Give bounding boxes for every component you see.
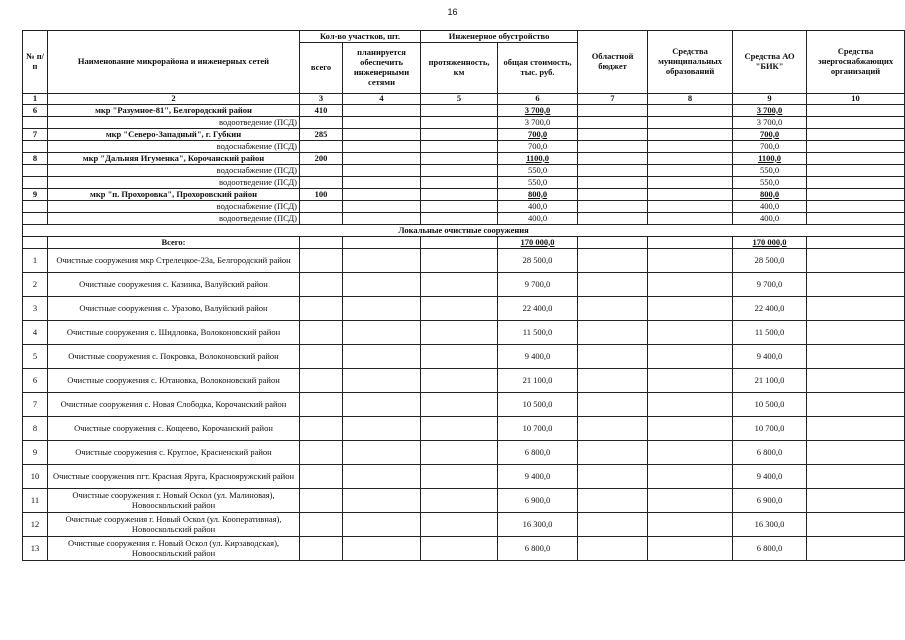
row-name: водоотведение (ПСД) — [48, 213, 300, 225]
row-energy — [807, 201, 905, 213]
header-bik: Средства АО "БИК" — [733, 31, 807, 94]
facility-name: Очистные сооружения мкр Стрелецкое-23а, Белгородский район — [48, 249, 300, 273]
facility-regional — [578, 393, 648, 417]
facility-cost: 9 400,0 — [498, 345, 578, 369]
facility-municipal — [648, 369, 733, 393]
section-title: Локальные очистные сооружения — [23, 225, 905, 237]
facility-no: 2 — [23, 273, 48, 297]
row-no — [23, 165, 48, 177]
facility-energy — [807, 489, 905, 513]
facility-sites-total — [300, 249, 343, 273]
facility-no: 12 — [23, 513, 48, 537]
facility-length — [421, 393, 498, 417]
row-sites-total: 285 — [300, 129, 343, 141]
network-row — [23, 165, 905, 177]
total-no — [23, 237, 48, 249]
facility-name: Очистные сооружения пгт. Красная Яруга, Краснояружский район — [48, 465, 300, 489]
row-sites-planned — [343, 117, 421, 129]
facility-regional — [578, 273, 648, 297]
row-regional — [578, 153, 648, 165]
row-bik: 3 700,0 — [733, 117, 807, 129]
row-regional — [578, 213, 648, 225]
facility-bik: 28 500,0 — [733, 249, 807, 273]
facility-no: 8 — [23, 417, 48, 441]
facility-sites-planned — [343, 417, 421, 441]
facility-row — [23, 393, 905, 417]
facility-row — [23, 417, 905, 441]
row-name: мкр "Разумное-81", Белгородский район — [48, 105, 300, 117]
facility-length — [421, 489, 498, 513]
facility-municipal — [648, 537, 733, 561]
facility-name: Очистные сооружения г. Новый Оскол (ул. Кирзаводская), Новооскольский район — [48, 537, 300, 561]
facility-regional — [578, 297, 648, 321]
row-energy — [807, 177, 905, 189]
facility-row — [23, 489, 905, 513]
facility-regional — [578, 321, 648, 345]
total-cost: 170 000,0 — [498, 237, 578, 249]
row-sites-planned — [343, 105, 421, 117]
row-sites-total: 200 — [300, 153, 343, 165]
facility-sites-planned — [343, 393, 421, 417]
district-row — [23, 153, 905, 165]
facility-no: 5 — [23, 345, 48, 369]
facility-length — [421, 369, 498, 393]
facility-name: Очистные сооружения г. Новый Оскол (ул. Малиновая), Новооскольский район — [48, 489, 300, 513]
facility-cost: 21 100,0 — [498, 369, 578, 393]
facility-name: Очистные сооружения г. Новый Оскол (ул. Кооперативная), Новооскольский район — [48, 513, 300, 537]
row-name: мкр "п. Прохоровка", Прохоровский район — [48, 189, 300, 201]
total-regional — [578, 237, 648, 249]
facility-bik: 16 300,0 — [733, 513, 807, 537]
facility-regional — [578, 537, 648, 561]
facility-cost: 10 500,0 — [498, 393, 578, 417]
facility-row — [23, 297, 905, 321]
row-no: 9 — [23, 189, 48, 201]
facility-municipal — [648, 489, 733, 513]
row-no: 8 — [23, 153, 48, 165]
facility-cost: 11 500,0 — [498, 321, 578, 345]
facility-municipal — [648, 465, 733, 489]
row-regional — [578, 129, 648, 141]
facility-energy — [807, 393, 905, 417]
facility-energy — [807, 369, 905, 393]
row-no — [23, 177, 48, 189]
facility-sites-total — [300, 513, 343, 537]
facility-sites-total — [300, 537, 343, 561]
facility-regional — [578, 465, 648, 489]
col-number: 2 — [48, 94, 300, 105]
facility-length — [421, 537, 498, 561]
facility-no: 4 — [23, 321, 48, 345]
facility-sites-planned — [343, 465, 421, 489]
facility-sites-total — [300, 369, 343, 393]
col-number: 1 — [23, 94, 48, 105]
row-length — [421, 105, 498, 117]
row-bik: 1100,0 — [733, 153, 807, 165]
facility-no: 3 — [23, 297, 48, 321]
facility-energy — [807, 417, 905, 441]
facility-row — [23, 465, 905, 489]
facility-length — [421, 321, 498, 345]
page-number: 16 — [447, 7, 458, 17]
facility-regional — [578, 249, 648, 273]
facility-energy — [807, 345, 905, 369]
row-regional — [578, 177, 648, 189]
total-energy — [807, 237, 905, 249]
network-row — [23, 141, 905, 153]
facility-name: Очистные сооружения с. Шидловка, Волоконовский район — [48, 321, 300, 345]
row-bik: 3 700,0 — [733, 105, 807, 117]
row-regional — [578, 105, 648, 117]
header-sites-group: Кол-во участков, шт. — [300, 31, 421, 43]
facility-energy — [807, 513, 905, 537]
facility-sites-planned — [343, 537, 421, 561]
facility-energy — [807, 321, 905, 345]
facility-cost: 28 500,0 — [498, 249, 578, 273]
header-sites-total: всего — [300, 43, 343, 94]
facility-no: 10 — [23, 465, 48, 489]
facility-regional — [578, 441, 648, 465]
row-municipal — [648, 189, 733, 201]
row-bik: 700,0 — [733, 129, 807, 141]
header-infra-group: Инженерное обустройство — [421, 31, 578, 43]
row-energy — [807, 189, 905, 201]
facility-row — [23, 513, 905, 537]
facility-bik: 6 800,0 — [733, 441, 807, 465]
row-no: 6 — [23, 105, 48, 117]
row-energy — [807, 117, 905, 129]
row-regional — [578, 141, 648, 153]
row-energy — [807, 165, 905, 177]
facility-sites-total — [300, 297, 343, 321]
header-no: № п/п — [23, 31, 48, 94]
header-name: Наименование микрорайона и инженерных сетей — [48, 31, 300, 94]
facility-bik: 11 500,0 — [733, 321, 807, 345]
row-length — [421, 177, 498, 189]
facility-bik: 6 800,0 — [733, 537, 807, 561]
facility-regional — [578, 489, 648, 513]
facility-name: Очистные сооружения с. Круглое, Красненский район — [48, 441, 300, 465]
facility-sites-planned — [343, 513, 421, 537]
row-bik: 550,0 — [733, 165, 807, 177]
total-length — [421, 237, 498, 249]
facility-cost: 6 800,0 — [498, 441, 578, 465]
row-no — [23, 141, 48, 153]
row-bik: 700,0 — [733, 141, 807, 153]
row-cost: 550,0 — [498, 165, 578, 177]
row-cost: 550,0 — [498, 177, 578, 189]
facility-no: 7 — [23, 393, 48, 417]
col-number: 6 — [498, 94, 578, 105]
facility-municipal — [648, 441, 733, 465]
facility-sites-total — [300, 345, 343, 369]
total-municipal — [648, 237, 733, 249]
row-municipal — [648, 129, 733, 141]
row-sites-total — [300, 201, 343, 213]
facility-sites-total — [300, 489, 343, 513]
facility-length — [421, 465, 498, 489]
row-name: мкр "Дальняя Игуменка", Корочанский район — [48, 153, 300, 165]
row-name: водоотведение (ПСД) — [48, 177, 300, 189]
facility-sites-planned — [343, 249, 421, 273]
row-no — [23, 213, 48, 225]
header-municipal: Средства муниципальных образований — [648, 31, 733, 94]
facility-municipal — [648, 393, 733, 417]
row-municipal — [648, 177, 733, 189]
district-row — [23, 189, 905, 201]
facility-regional — [578, 417, 648, 441]
facility-municipal — [648, 417, 733, 441]
row-length — [421, 141, 498, 153]
row-municipal — [648, 213, 733, 225]
facility-bik: 10 500,0 — [733, 393, 807, 417]
row-length — [421, 213, 498, 225]
header-energy: Средства энергоснабжающих организаций — [807, 31, 905, 94]
facility-energy — [807, 249, 905, 273]
facility-bik: 21 100,0 — [733, 369, 807, 393]
row-sites-planned — [343, 177, 421, 189]
facility-cost: 6 900,0 — [498, 489, 578, 513]
facility-length — [421, 249, 498, 273]
facility-length — [421, 441, 498, 465]
facility-bik: 9 700,0 — [733, 273, 807, 297]
column-number-row — [23, 94, 905, 105]
row-sites-planned — [343, 129, 421, 141]
facility-row — [23, 369, 905, 393]
row-name: водоснабжение (ПСД) — [48, 165, 300, 177]
row-bik: 800,0 — [733, 189, 807, 201]
facility-row — [23, 321, 905, 345]
facility-sites-total — [300, 321, 343, 345]
facility-no: 6 — [23, 369, 48, 393]
facility-cost: 22 400,0 — [498, 297, 578, 321]
facility-municipal — [648, 321, 733, 345]
facility-municipal — [648, 297, 733, 321]
row-length — [421, 165, 498, 177]
row-sites-planned — [343, 165, 421, 177]
facility-name: Очистные сооружения с. Уразово, Валуйский район — [48, 297, 300, 321]
header-length: протяженность, км — [421, 43, 498, 94]
facility-sites-total — [300, 393, 343, 417]
facility-bik: 10 700,0 — [733, 417, 807, 441]
row-bik: 550,0 — [733, 177, 807, 189]
row-cost: 700,0 — [498, 141, 578, 153]
facility-sites-planned — [343, 489, 421, 513]
row-sites-total — [300, 177, 343, 189]
row-length — [421, 117, 498, 129]
facility-municipal — [648, 513, 733, 537]
facility-municipal — [648, 249, 733, 273]
facility-length — [421, 273, 498, 297]
header-cost: общая стоимость, тыс. руб. — [498, 43, 578, 94]
facility-row — [23, 249, 905, 273]
row-municipal — [648, 117, 733, 129]
investment-table — [22, 30, 905, 561]
facility-length — [421, 513, 498, 537]
row-regional — [578, 165, 648, 177]
row-sites-total — [300, 165, 343, 177]
header-sites-planned: планируется обеспечить инженерными сетями — [343, 43, 421, 94]
facility-sites-planned — [343, 441, 421, 465]
row-bik: 400,0 — [733, 201, 807, 213]
facility-cost: 9 700,0 — [498, 273, 578, 297]
row-cost: 400,0 — [498, 213, 578, 225]
row-no: 7 — [23, 129, 48, 141]
row-sites-planned — [343, 213, 421, 225]
facility-row — [23, 345, 905, 369]
row-name: водоотведение (ПСД) — [48, 117, 300, 129]
row-length — [421, 189, 498, 201]
row-no — [23, 201, 48, 213]
row-energy — [807, 153, 905, 165]
row-length — [421, 129, 498, 141]
facility-sites-planned — [343, 321, 421, 345]
facility-sites-total — [300, 273, 343, 297]
row-energy — [807, 105, 905, 117]
col-number: 8 — [648, 94, 733, 105]
row-sites-total — [300, 141, 343, 153]
row-name: мкр "Северо-Западный", г. Губкин — [48, 129, 300, 141]
row-municipal — [648, 165, 733, 177]
facility-regional — [578, 513, 648, 537]
facility-energy — [807, 441, 905, 465]
facility-name: Очистные сооружения с. Новая Слободка, Корочанский район — [48, 393, 300, 417]
row-municipal — [648, 153, 733, 165]
network-row — [23, 177, 905, 189]
facility-row — [23, 441, 905, 465]
facility-name: Очистные сооружения с. Кощеево, Корочанский район — [48, 417, 300, 441]
row-sites-planned — [343, 189, 421, 201]
row-sites-planned — [343, 201, 421, 213]
col-number: 5 — [421, 94, 498, 105]
facility-no: 11 — [23, 489, 48, 513]
facility-name: Очистные сооружения с. Казинка, Валуйский район — [48, 273, 300, 297]
facility-no: 13 — [23, 537, 48, 561]
facility-length — [421, 297, 498, 321]
facility-municipal — [648, 345, 733, 369]
row-municipal — [648, 105, 733, 117]
facility-sites-planned — [343, 345, 421, 369]
row-cost: 1100,0 — [498, 153, 578, 165]
row-sites-total — [300, 213, 343, 225]
facility-cost: 16 300,0 — [498, 513, 578, 537]
row-regional — [578, 189, 648, 201]
facility-name: Очистные сооружения с. Покровка, Волоконовский район — [48, 345, 300, 369]
facility-cost: 10 700,0 — [498, 417, 578, 441]
district-row — [23, 105, 905, 117]
facility-row — [23, 273, 905, 297]
facility-sites-total — [300, 465, 343, 489]
total-label: Всего: — [48, 237, 300, 249]
facility-sites-total — [300, 441, 343, 465]
row-sites-planned — [343, 153, 421, 165]
facility-sites-total — [300, 417, 343, 441]
row-no — [23, 117, 48, 129]
total-sites-planned — [343, 237, 421, 249]
facility-sites-planned — [343, 369, 421, 393]
row-cost: 3 700,0 — [498, 117, 578, 129]
col-number: 7 — [578, 94, 648, 105]
total-sites-total — [300, 237, 343, 249]
network-row — [23, 213, 905, 225]
facility-cost: 6 800,0 — [498, 537, 578, 561]
row-energy — [807, 213, 905, 225]
row-energy — [807, 141, 905, 153]
row-municipal — [648, 201, 733, 213]
facility-cost: 9 400,0 — [498, 465, 578, 489]
facility-energy — [807, 297, 905, 321]
row-sites-total: 100 — [300, 189, 343, 201]
facility-bik: 22 400,0 — [733, 297, 807, 321]
facility-length — [421, 417, 498, 441]
facility-regional — [578, 345, 648, 369]
district-row — [23, 129, 905, 141]
row-energy — [807, 129, 905, 141]
header-regional: Областной бюджет — [578, 31, 648, 94]
facility-sites-planned — [343, 297, 421, 321]
facility-row — [23, 537, 905, 561]
col-number: 3 — [300, 94, 343, 105]
facility-bik: 9 400,0 — [733, 345, 807, 369]
section-row — [23, 225, 905, 237]
row-name: водоснабжение (ПСД) — [48, 201, 300, 213]
row-sites-total — [300, 117, 343, 129]
row-cost: 700,0 — [498, 129, 578, 141]
row-cost: 400,0 — [498, 201, 578, 213]
facility-sites-planned — [343, 273, 421, 297]
row-cost: 800,0 — [498, 189, 578, 201]
facility-name: Очистные сооружения с. Ютановка, Волоконовский район — [48, 369, 300, 393]
facility-regional — [578, 369, 648, 393]
total-bik: 170 000,0 — [733, 237, 807, 249]
facility-energy — [807, 537, 905, 561]
row-name: водоснабжение (ПСД) — [48, 141, 300, 153]
network-row — [23, 117, 905, 129]
facility-bik: 9 400,0 — [733, 465, 807, 489]
total-row — [23, 237, 905, 249]
facility-no: 9 — [23, 441, 48, 465]
col-number: 4 — [343, 94, 421, 105]
facility-municipal — [648, 273, 733, 297]
row-length — [421, 201, 498, 213]
row-municipal — [648, 141, 733, 153]
table-body — [23, 94, 905, 561]
row-regional — [578, 117, 648, 129]
facility-length — [421, 345, 498, 369]
row-cost: 3 700,0 — [498, 105, 578, 117]
row-length — [421, 153, 498, 165]
facility-energy — [807, 465, 905, 489]
facility-energy — [807, 273, 905, 297]
row-regional — [578, 201, 648, 213]
col-number: 9 — [733, 94, 807, 105]
row-bik: 400,0 — [733, 213, 807, 225]
facility-bik: 6 900,0 — [733, 489, 807, 513]
col-number: 10 — [807, 94, 905, 105]
row-sites-total: 410 — [300, 105, 343, 117]
facility-no: 1 — [23, 249, 48, 273]
row-sites-planned — [343, 141, 421, 153]
network-row — [23, 201, 905, 213]
